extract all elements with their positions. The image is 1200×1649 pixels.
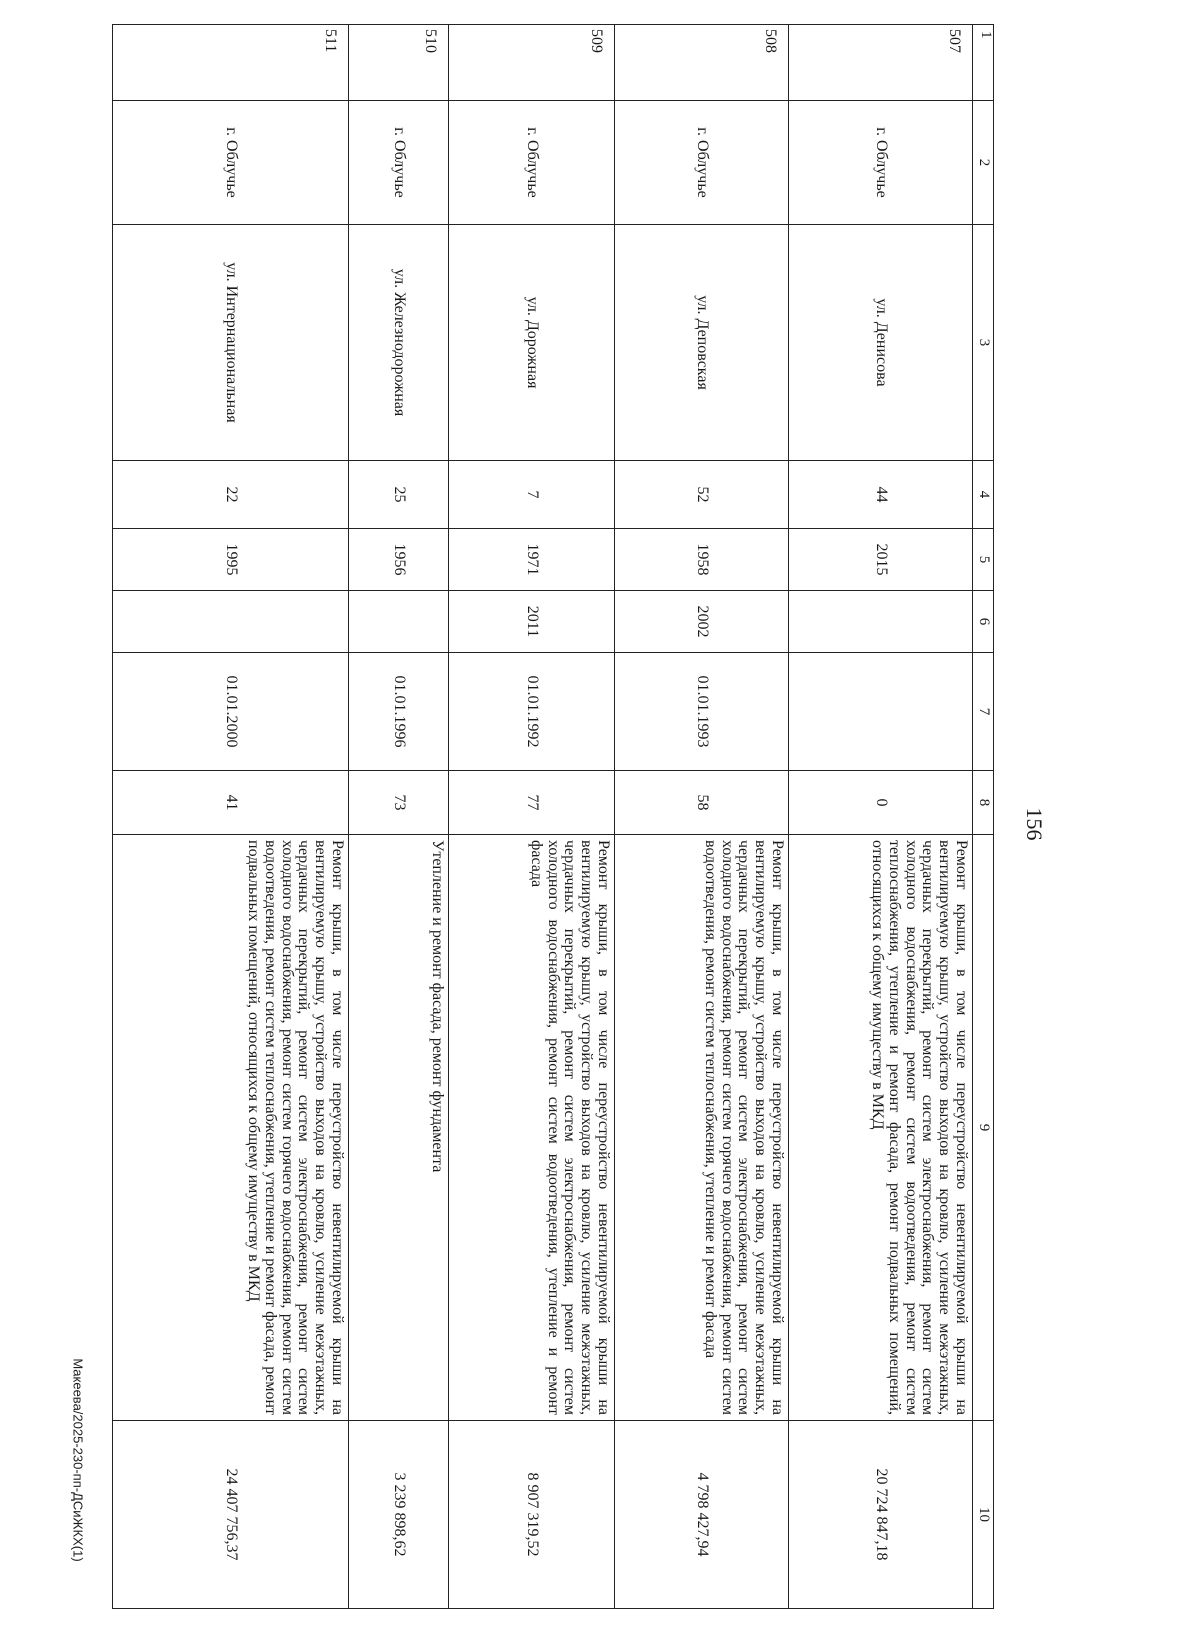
house-cell: 22: [113, 461, 349, 529]
header-cell: 5: [973, 529, 994, 591]
col5-cell: 2015: [789, 529, 973, 591]
col6-cell: 2011: [449, 591, 615, 653]
header-row: [973, 25, 994, 1609]
street-cell: ул. Интернациональная: [113, 225, 349, 461]
date-cell: 01.01.1996: [349, 653, 449, 771]
col6-cell: 2002: [615, 591, 789, 653]
cost-cell: 20 724 847,18: [789, 1421, 973, 1609]
col8-cell: 77: [449, 771, 615, 835]
date-cell: [789, 653, 973, 771]
works-cell: Ремонт крыши, в том числе переустройство невентилируемой крыши на вентилируемую крышу, устройство выходов на кровлю, усиление межэтажных, чердачных перекрытий, ремонт систем электроснабжения, ремонт систем холодного водоснабжения, ремонт систем водоотведения, ремонт систем теплоснабжения, утепление и ремонт фасада, ремонт подвальных помещений, относящихся к общему имуществу в МКД: [789, 835, 973, 1421]
cost-cell: 4 798 427,94: [615, 1421, 789, 1609]
col8-cell: 58: [615, 771, 789, 835]
city-cell: г. Облучье: [449, 101, 615, 225]
house-cell: 52: [615, 461, 789, 529]
works-cell: Ремонт крыши, в том числе переустройство невентилируемой крыши на вентилируемую крышу, устройство выходов на кровлю, усиление межэтажных, чердачных перекрытий, ремонт систем электроснабжения, ремонт систем холодного водоснабжения, ремонт систем горячего водоснабжения, ремонт систем водоотведения, ремонт систем теплоснабжения, утепление и ремонт фасада: [615, 835, 789, 1421]
col8-cell: 41: [113, 771, 349, 835]
header-cell: 7: [973, 653, 994, 771]
date-cell: 01.01.2000: [113, 653, 349, 771]
repair-program-table: [112, 24, 994, 1609]
street-cell: ул. Дорожная: [449, 225, 615, 461]
city-cell: г. Облучье: [113, 101, 349, 225]
works-cell: Утепление и ремонт фасада, ремонт фундамента: [349, 835, 449, 1421]
col6-cell: [113, 591, 349, 653]
header-cell: 10: [973, 1421, 994, 1609]
col5-cell: 1971: [449, 529, 615, 591]
header-cell: 3: [973, 225, 994, 461]
date-cell: 01.01.1993: [615, 653, 789, 771]
row-number: 511: [113, 25, 349, 101]
house-cell: 25: [349, 461, 449, 529]
cost-cell: 8 907 319,52: [449, 1421, 615, 1609]
table-row: [615, 25, 789, 1609]
row-number: 508: [615, 25, 789, 101]
col6-cell: [349, 591, 449, 653]
cost-cell: 24 407 756,37: [113, 1421, 349, 1609]
col5-cell: 1958: [615, 529, 789, 591]
city-cell: г. Облучье: [349, 101, 449, 225]
table-row: [349, 25, 449, 1609]
table-container: [114, 24, 994, 1608]
row-number: 510: [349, 25, 449, 101]
header-cell: 2: [973, 101, 994, 225]
house-cell: 7: [449, 461, 615, 529]
document-code: Макеева/2025-230-пп-ДСиЖКХ(1): [70, 1358, 86, 1562]
header-cell: 4: [973, 461, 994, 529]
col6-cell: [789, 591, 973, 653]
works-cell: Ремонт крыши, в том числе переустройство невентилируемой крыши на вентилируемую крышу, устройство выходов на кровлю, усиление межэтажных, чердачных перекрытий, ремонт систем электроснабжения, ремонт систем холодного водоснабжения, ремонт систем водоотведения, утепление и ремонт фасада: [449, 835, 615, 1421]
works-cell: Ремонт крыши, в том числе переустройство невентилируемой крыши на вентилируемую крышу, устройство выходов на кровлю, усиление межэтажных, чердачных перекрытий, ремонт систем электроснабжения, ремонт систем холодного водоснабжения, ремонт систем горячего водоснабжения, ремонт систем водоотведения, ремонт систем теплоснабжения, утепление и ремонт фасада, ремонт подвальных помещений, относящихся к общему имуществу в МКД: [113, 835, 349, 1421]
row-number: 507: [789, 25, 973, 101]
col5-cell: 1995: [113, 529, 349, 591]
table-row: [449, 25, 615, 1609]
street-cell: ул. Железнодорожная: [349, 225, 449, 461]
col5-cell: 1956: [349, 529, 449, 591]
header-cell: 1: [973, 25, 994, 101]
street-cell: ул. Деповская: [615, 225, 789, 461]
row-number: 509: [449, 25, 615, 101]
page-number: 156: [1022, 807, 1047, 841]
header-cell: 9: [973, 835, 994, 1421]
col8-cell: 0: [789, 771, 973, 835]
col8-cell: 73: [349, 771, 449, 835]
cost-cell: 3 239 898,62: [349, 1421, 449, 1609]
header-cell: 8: [973, 771, 994, 835]
header-cell: 6: [973, 591, 994, 653]
street-cell: ул. Денисова: [789, 225, 973, 461]
table-row: [113, 25, 349, 1609]
city-cell: г. Облучье: [615, 101, 789, 225]
house-cell: 44: [789, 461, 973, 529]
date-cell: 01.01.1992: [449, 653, 615, 771]
table-row: [789, 25, 973, 1609]
city-cell: г. Облучье: [789, 101, 973, 225]
